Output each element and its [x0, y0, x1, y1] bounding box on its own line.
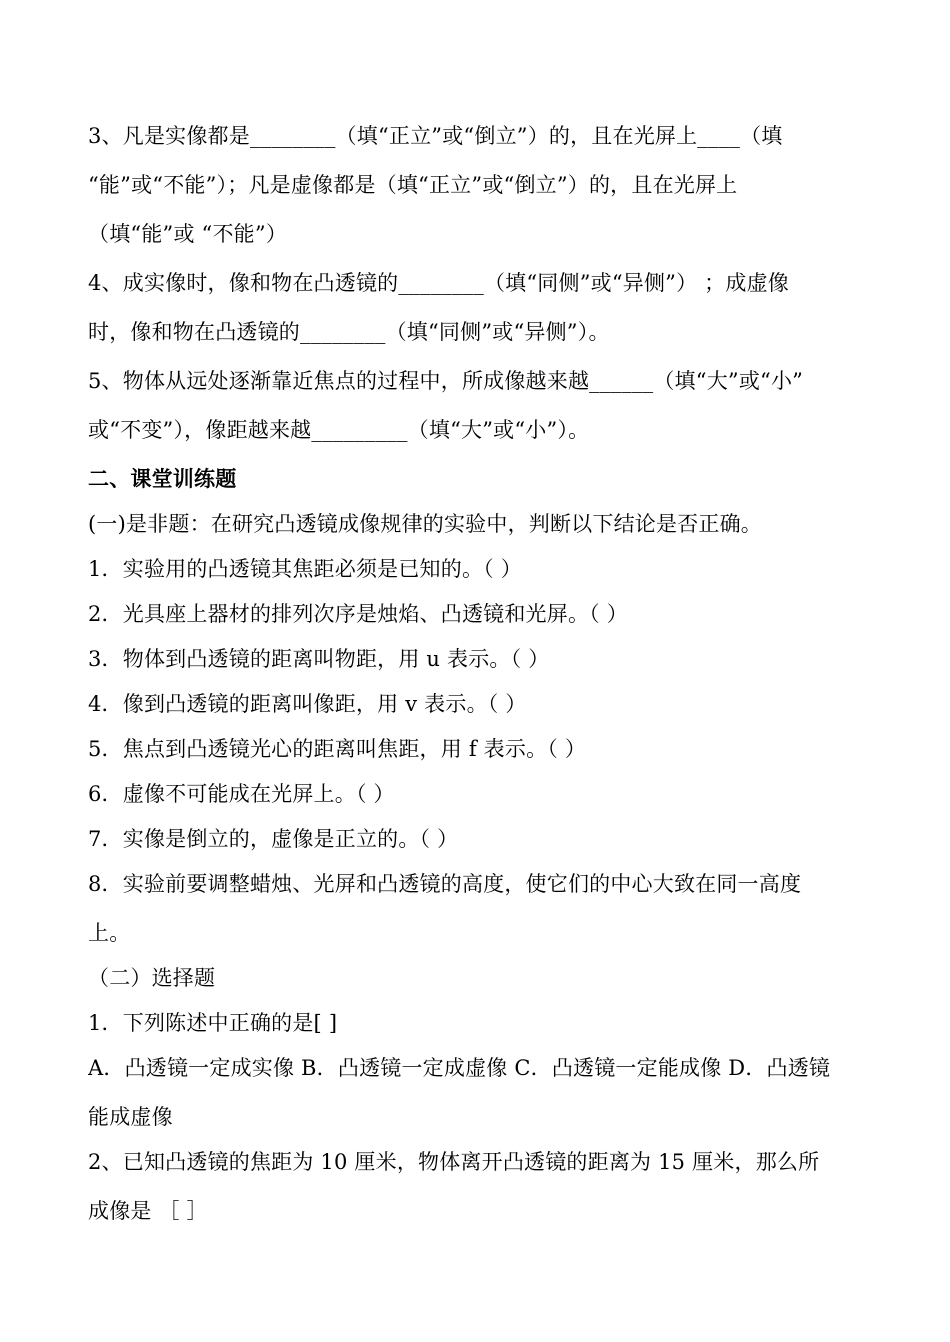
question-4-line-2: 时，像和物在凸透镜的________（填“同侧”或“异侧”）。 [88, 320, 610, 344]
question-3-line-1: 3、凡是实像都是________（填“正立”或“倒立”）的，且在光屏上____（填 [88, 124, 783, 148]
true-false-item-8-line-1: 8．实验前要调整蜡烛、光屏和凸透镜的高度，使它们的中心大致在同一高度 [88, 872, 802, 896]
true-false-item-3: 3．物体到凸透镜的距离叫物距，用 u 表示。（ ） [88, 647, 550, 671]
true-false-intro: (一)是非题：在研究凸透镜成像规律的实验中，判断以下结论是否正确。 [88, 512, 762, 536]
section-heading: 二、课堂训练题 [88, 466, 237, 491]
choice-question-1-stem: 1．下列陈述中正确的是[ ] [88, 1011, 338, 1035]
question-4-line-1: 4、成实像时，像和物在凸透镜的________（填“同侧”或“异侧”） ；成虚像 [88, 271, 789, 295]
true-false-item-6: 6．虚像不可能成在光屏上。（ ） [88, 782, 395, 806]
true-false-item-2: 2．光具座上器材的排列次序是烛焰、凸透镜和光屏。（ ） [88, 602, 628, 626]
true-false-item-5: 5．焦点到凸透镜光心的距离叫焦距，用 f 表示。（ ） [88, 737, 587, 761]
true-false-item-8-line-2: 上。 [88, 921, 131, 945]
choice-question-2-line-1: 2、已知凸透镜的焦距为 10 厘米，物体离开凸透镜的距离为 15 厘米，那么所 [88, 1150, 820, 1174]
document-page [88, 116, 864, 1236]
true-false-item-7: 7．实像是倒立的，虚像是正立的。（ ） [88, 827, 459, 851]
true-false-item-4: 4．像到凸透镜的距离叫像距，用 v 表示。（ ） [88, 692, 527, 716]
question-5-line-2: 或“不变”），像距越来越_________（填“大”或“小”）。 [88, 418, 590, 442]
choice-question-1-options-line-1: A．凸透镜一定成实像 B．凸透镜一定成虚像 C．凸透镜一定能成像 D．凸透镜 [88, 1056, 831, 1080]
choice-section-title: （二）选择题 [88, 966, 216, 990]
question-3-line-2: “能”或“不能”）；凡是虚像都是（填“正立”或“倒立”）的，且在光屏上 [88, 173, 738, 197]
true-false-item-1: 1．实验用的凸透镜其焦距必须是已知的。（ ） [88, 557, 522, 581]
question-5-line-1: 5、物体从远处逐渐靠近焦点的过程中，所成像越来越______（填“大”或“小” [88, 369, 804, 393]
question-3-line-3: （填“能”或 “不能”） [88, 222, 288, 246]
choice-question-1-options-line-2: 能成虚像 [88, 1105, 173, 1129]
choice-question-2-line-2: 成像是 ［ ］ [88, 1199, 208, 1223]
